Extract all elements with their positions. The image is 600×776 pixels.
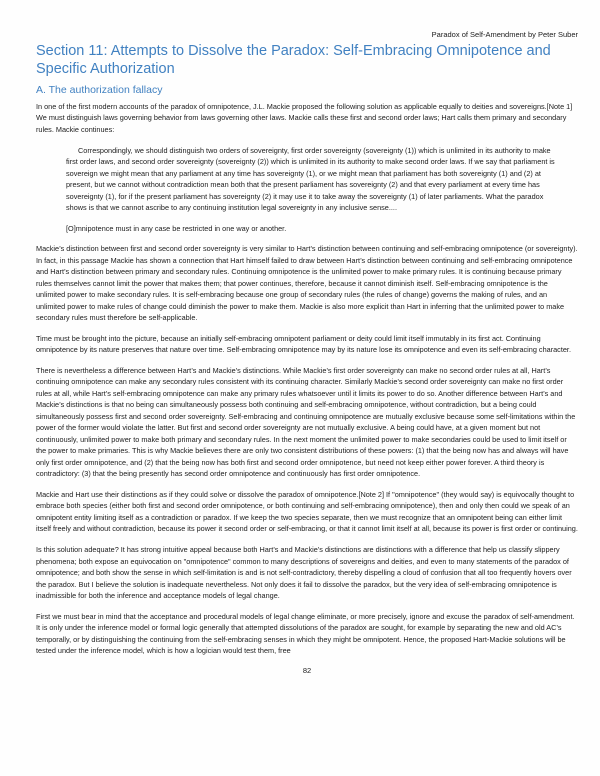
intro-paragraph: In one of the first modern accounts of the paradox of omnipotence, J.L. Mackie proposed the following solution as applicable equally to deities and sovereigns.[Note 1] We must distinguish laws governing behavior from laws governing other laws. Mackie calls these first and second order laws; Hart calls them primary and secondary rules. Mackie continues:	[36, 101, 573, 134]
paragraph-difference: There is nevertheless a difference between Hart’s and Mackie’s distinctions. While Mackie’s first order sovereignty can make no second order rules at all, Hart’s continuing omnipotence can make any secondary rules consistent with its continuing character. Similarly Mackie’s second order sovereignty can make no first order rules at all, while Hart’s self-embracing omnipotence can make any primary rules whatsoever until it limits its power to do so. Another difference between Hart’s and Mackie’s distinctions is that no being can simultaneously possess both continuing and self-embracing omnipotence, without contradiction, but a being could simultaneously possess first and second order sovereignty. Self-embracing and continuing omnipotence are mutually exclusive because some self-limitations within the power of the former would violate the latter. But first and second order sovereignty are not mutually exclusive. A being could have, at a given moment but not continuously, unlimited power to make both primary and secondary rules. In the next moment the unlimited power to make secondaries could be used to limit itself or the power to make primaries. This is why Mackie believes there are only two consistent distributions of these powers: (1) that the being now has and always will have only first order omnipotence, and (2) that the being now has both first and second order omnipotence, but need not keep either power forever. A third theory is contradictory: (3) that the being presently has second order omnipotence and continuously has first order omnipotence.	[36, 365, 576, 479]
paragraph-solve-dissolve: Mackie and Hart use their distinctions as if they could solve or dissolve the paradox of omnipotence.[Note 2] If "omnipotence" (they would say) is equivocally thought to embrace both species (either both first and second order omnipotence, or both continuing and self-embracing omnipotence), then and only then could we speak of an omnipotent entity limiting itself as a contradiction or paradox. If we keep the two species separate, then we must recognize that an omnipotent being can either limit itself freely and without contradiction, because its power it second order or self-embracing, or that it cannot limit itself at all, because its power is first order or continuing.	[36, 489, 578, 534]
paragraph-time: Time must be brought into the picture, because an initially self-embracing omnipotent parliament or deity could limit itself immutably in its first act. Continuing omnipotence by its nature preserves that nature over time. Self-embracing omnipotence may by its nature lose its omnipotence and even its self-embracing character.	[36, 333, 571, 355]
subsection-title: A. The authorization fallacy	[36, 83, 163, 96]
paragraph-adequacy: Is this solution adequate? It has strong intuitive appeal because both Hart’s and Mackie’s distinctions are distinctions with a difference that help us classify slippery phenomena; both expose an equivocation on "omnipotence" common to many descriptions of sovereigns and deities, and even to many statements of the paradox of omnipotence; and both show the sense in which self-limitation is and is not self-contradictory, thereby dispelling a cloud of confusion that all too frequently hovers over the paradox. But I believe the solution is inadequate nevertheless. Not only does it fail to dissolve the paradox, but the very idea of self-embracing omnipotence is inadmissible for both the inference and acceptance models of legal change.	[36, 544, 572, 601]
section-title: Section 11: Attempts to Dissolve the Paradox: Self-Embracing Omnipotence and Specific Authorization	[36, 42, 551, 78]
running-header: Paradox of Self-Amendment by Peter Suber	[431, 30, 578, 39]
page-number: 82	[302, 665, 312, 675]
mackie-quote-block	[66, 145, 564, 235]
quote-paragraph-sovereignty: Correspondingly, we should distinguish two orders of sovereignty, first order sovereignty (sovereignty (1)) which is unlimited in its authority to make first order laws, and second order sovereignty (sovereignty (2)) which is unlimited in its authority to make second order laws. If we say that parliament is sovereign we might mean that any parliament at any time has sovereignty (1), or we might mean that parliament has both sovereignty (1) and (2) at present, but we cannot without contradiction mean both that the present parliament has sovereignty (2) and that every parliament at every time has sovereignty (1), for if the present parliament has sovereignty (2) it may use it to take away the sovereignty (1) of later parliaments. What the paradox shows is that we cannot ascribe to any continuing institution legal sovereignty in any inclusive sense....	[66, 145, 555, 213]
paragraph-models: First we must bear in mind that the acceptance and procedural models of legal change eliminate, or more precisely, ignore and excuse the paradox of self-amendment. It is only under the inference model or formal logic generally that attempted dissolutions of the paradox are sought, for example by separating the new and old AC’s temporally, or by distinguishing the continuing from the self-embracing senses in which they might be omnipotent. Hence, the proposed Hart-Mackie solutions will be tested under the inference model, which is how a logician would test them, free	[36, 611, 575, 656]
quote-paragraph-omnipotence: [O]mnipotence must in any case be restricted in one way or another.	[66, 223, 287, 233]
paragraph-distinction: Mackie’s distinction between first and second order sovereignty is very similar to Hart’s distinction between continuing and self-embracing omnipotence (or sovereignty). In fact, in this passage Mackie has shown a connection that Hart himself failed to draw between Hart’s distinction between continuing and self-embracing omnipotence and Hart’s distinction between primary and secondary rules. Continuing omnipotence is the unlimited power to make primary rules. It is continuing because primary rules themselves cannot limit the power that makes them; that power continues, therefore, because it cannot diminish itself. Self-embracing omnipotence is the unlimited power to make secondary rules. It is self-embracing because one group of secondary rules (the rules of change) governs the making of rules, and an unlimited power to make rules of change could diminish the power to make them. Mackie is also more explicit than Hart in inferring that the unlimited power to make secondary rules must therefore be self-applicable.	[36, 244, 578, 323]
